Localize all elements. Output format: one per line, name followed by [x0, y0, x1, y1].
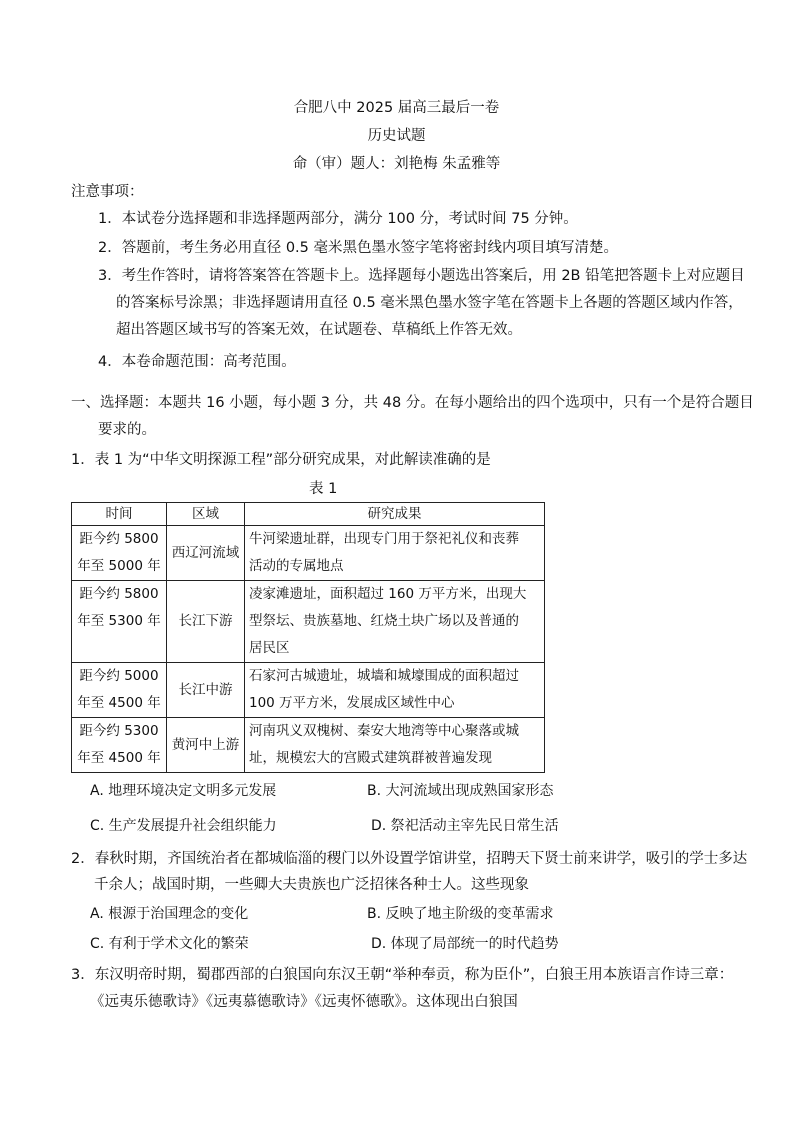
- notice-item-4: 4．本卷命题范围：高考范围。: [98, 354, 296, 370]
- notice-item-3-cont-2: 超出答题区域书写的答案无效，在试题卷、草稿纸上作答无效。: [116, 322, 522, 338]
- result-cell: 牛河梁遗址群，出现专门用于祭祀礼仪和丧葬 活动的专属地点: [245, 526, 545, 581]
- table-row: [72, 526, 545, 581]
- q1-option-a: A. 地理环境决定文明多元发展: [90, 783, 277, 799]
- result-cell: 石家河古城遗址，城墙和城壕围成的面积超过 100 万平方米，发展成区域性中心: [245, 663, 545, 718]
- table-row: [72, 581, 545, 663]
- question-3-stem-cont: 《远夷乐德歌诗》《远夷慕德歌诗》《远夷怀德歌》。这体现出白狼国: [90, 994, 518, 1010]
- q2-option-c: C. 有利于学术文化的繁荣: [90, 936, 249, 952]
- table-row: [72, 663, 545, 718]
- notice-item-2: 2．答题前，考生务必用直径 0.5 毫米黑色墨水签字笔将密封线内项目填写清楚。: [98, 240, 619, 256]
- time-cell: 距今约 5800 年至 5000 年: [72, 526, 167, 581]
- q2-option-a: A. 根源于治国理念的变化: [90, 906, 249, 922]
- section-instructions-cont: 要求的。: [98, 422, 156, 438]
- question-2-stem: 2．春秋时期，齐国统治者在都城临淄的稷门以外设置学馆讲堂，招聘天下贤士前来讲学，吸引的学士多达: [71, 851, 748, 867]
- time-cell: 距今约 5000 年至 4500 年: [72, 663, 167, 718]
- notice-item-1: 1．本试卷分选择题和非选择题两部分，满分 100 分，考试时间 75 分钟。: [98, 211, 578, 227]
- notice-heading: 注意事项：: [71, 184, 144, 200]
- time-cell: 距今约 5300 年至 4500 年: [72, 718, 167, 773]
- authors-line: 命（审）题人：刘艳梅 朱孟雅等: [292, 156, 501, 172]
- q1-option-c: C. 生产发展提升社会组织能力: [90, 818, 277, 834]
- notice-item-3-cont-1: 的答案标号涂黑；非选择题请用直径 0.5 毫米黑色墨水签字笔在答题卡上各题的答题区域内作答，: [116, 295, 743, 311]
- q1-option-d: D. 祭祀活动主宰先民日常生活: [371, 818, 559, 834]
- table-row: [72, 718, 545, 773]
- question-1-stem: 1．表 1 为“中华文明探源工程”部分研究成果，对此解读准确的是: [71, 452, 491, 468]
- q2-option-d: D. 体现了局部统一的时代趋势: [371, 936, 559, 952]
- region-cell: 黄河中上游: [167, 718, 245, 773]
- time-cell: 距今约 5800 年至 5300 年: [72, 581, 167, 663]
- exam-title: 合肥八中 2025 届高三最后一卷: [293, 100, 500, 116]
- table-header-row: [72, 503, 545, 526]
- subject-title: 历史试题: [367, 128, 426, 144]
- header-result: 研究成果: [245, 503, 545, 526]
- region-cell: 长江下游: [167, 581, 245, 663]
- notice-item-3: 3．考生作答时，请将答案答在答题卡上。选择题每小题选出答案后，用 2B 铅笔把答题卡上对应题目: [98, 268, 745, 284]
- result-cell: 河南巩义双槐树、秦安大地湾等中心聚落或城 址，规模宏大的宫殿式建筑群被普遍发现: [245, 718, 545, 773]
- q2-option-b: B. 反映了地主阶级的变革需求: [367, 906, 554, 922]
- research-table: [71, 502, 545, 773]
- question-3-stem: 3．东汉明帝时期，蜀郡西部的白狼国向东汉王朝“举种奉贡，称为臣仆”，白狼王用本族语言作诗三章：: [71, 967, 734, 983]
- question-2-stem-cont: 千余人；战国时期，一些卿大夫贵族也广泛招徕各种士人。这些现象: [94, 877, 529, 893]
- q1-option-b: B. 大河流域出现成熟国家形态: [367, 783, 554, 799]
- section-instructions: 一、选择题：本题共 16 小题，每小题 3 分，共 48 分。在每小题给出的四个选项中，只有一个是符合题目: [71, 395, 754, 411]
- region-cell: 长江中游: [167, 663, 245, 718]
- header-time: 时间: [72, 503, 167, 526]
- result-cell: 凌家滩遗址，面积超过 160 万平方米，出现大 型祭坛、贵族墓地、红烧土块广场以及普通的 居民区: [245, 581, 545, 663]
- region-cell: 西辽河流域: [167, 526, 245, 581]
- header-region: 区域: [167, 503, 245, 526]
- table-caption: 表 1: [309, 481, 338, 497]
